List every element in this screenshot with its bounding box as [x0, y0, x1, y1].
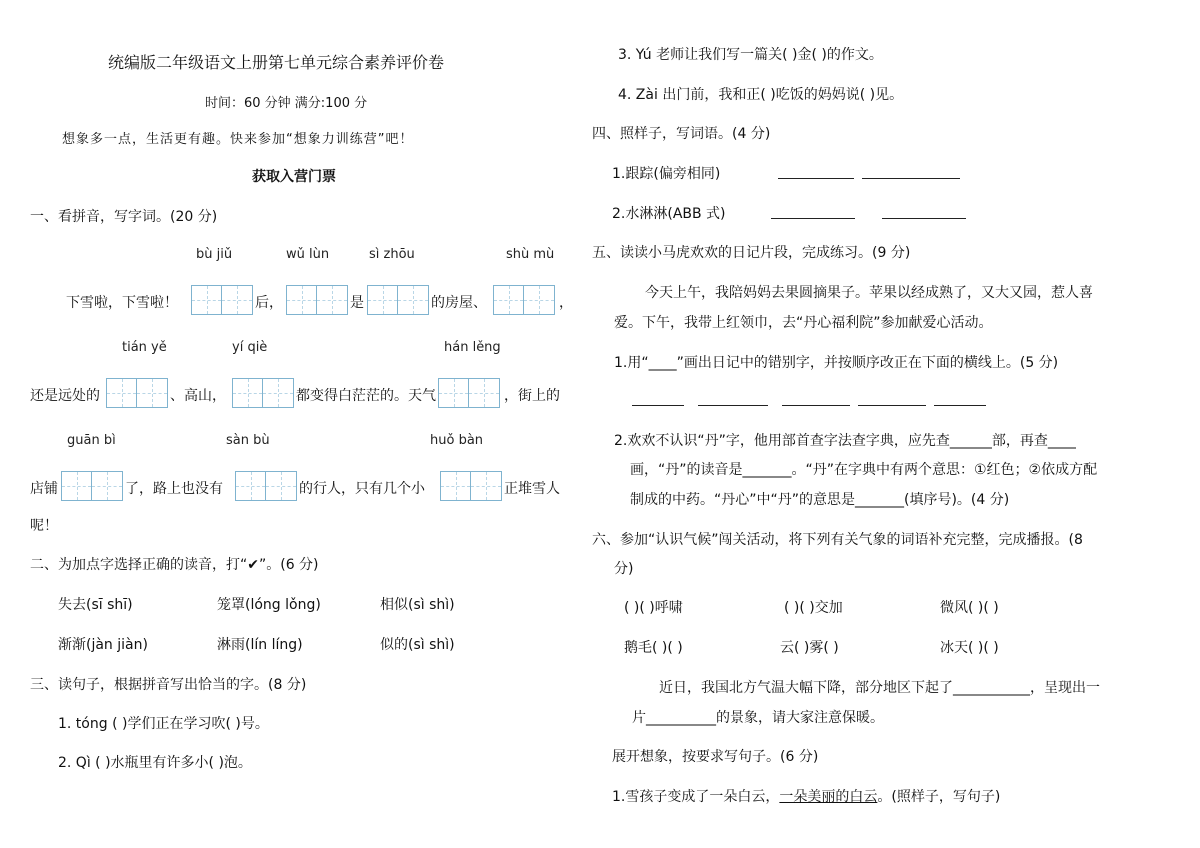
answer-line[interactable] [698, 405, 768, 406]
sentence-text: 是 [350, 295, 364, 311]
weather-idiom[interactable]: 云( )雾( ) [780, 640, 839, 656]
q5-heading: 五、读读小马虎欢欢的日记片段，完成练习。(9 分) [592, 245, 911, 261]
writing-grid[interactable] [191, 285, 253, 315]
pinyin: guān bì [67, 433, 116, 448]
weather-idiom[interactable]: ( )( )交加 [784, 600, 843, 616]
answer-line[interactable] [858, 405, 926, 406]
pinyin: tián yě [122, 340, 167, 355]
q6-heading: 分) [614, 561, 634, 577]
pinyin: bù jiǔ [196, 247, 233, 262]
q6-heading: 六、参加“认识气候”闯关活动，将下列有关气象的词语补充完整，完成播报。(8 [592, 532, 1083, 548]
q7-item-post: 。(照样子，写句子) [877, 789, 1001, 805]
sentence-text: 还是远处的 [30, 388, 100, 404]
q5-sub2[interactable]: 制成的中药。“丹心”中“丹”的意思是_______(填序号)。(4 分) [630, 492, 1010, 508]
sentence-text: 店铺 [30, 481, 58, 497]
answer-line[interactable] [882, 218, 966, 219]
slogan: 想象多一点，生活更有趣。快来参加“想象力训练营”吧！ [62, 132, 414, 147]
answer-line[interactable] [782, 405, 850, 406]
q3-heading: 三、读句子，根据拼音写出恰当的字。(8 分) [30, 677, 307, 693]
sentence-text: ，街上的 [504, 388, 560, 404]
word-item: 1.跟踪(偏旁相同) [612, 166, 721, 182]
exam-meta: 时间：60 分钟 满分:100 分 [205, 96, 368, 111]
fill-sentence[interactable]: 4. Zài 出门前，我和正( )吃饭的妈妈说( )见。 [618, 87, 904, 103]
writing-grid[interactable] [61, 471, 123, 501]
fill-sentence[interactable]: 2. Qì ( )水瓶里有许多小( )泡。 [58, 755, 252, 771]
sentence-text: 后， [255, 295, 283, 311]
pronunciation-item[interactable]: 淋雨(lín líng) [217, 637, 303, 653]
pronunciation-item[interactable]: 笼罩(lóng lǒng) [217, 597, 321, 613]
answer-line[interactable] [771, 218, 855, 219]
writing-grid[interactable] [232, 378, 294, 408]
pinyin: shù mù [506, 247, 555, 262]
q5-sub2[interactable]: 画，“丹”的读音是_______。“丹”在字典中有两个意思：①红色；②依成方配 [630, 462, 1098, 478]
sentence-text: ， [559, 295, 573, 311]
broadcast-text[interactable]: 片__________的景象，请大家注意保暖。 [632, 710, 884, 726]
sentence-text: 都变得白茫茫的。天气 [296, 388, 436, 404]
q7-item-pre: 1.雪孩子变成了一朵白云， [612, 789, 780, 805]
pinyin: hán lěng [444, 340, 501, 355]
weather-idiom[interactable]: 微风( )( ) [940, 600, 999, 616]
q7-item-example: 一朵美丽的白云 [779, 789, 878, 805]
q7-item [612, 786, 1000, 806]
q7-heading: 展开想象，按要求写句子。(6 分) [612, 749, 819, 765]
pronunciation-item[interactable]: 渐渐(jàn jiàn) [58, 637, 148, 653]
writing-grid[interactable] [438, 378, 500, 408]
sentence-text: 的行人，只有几个小 [299, 481, 425, 497]
section-title: 获取入营门票 [252, 169, 336, 185]
writing-grid[interactable] [493, 285, 555, 315]
q2-heading: 二、为加点字选择正确的读音，打“✔”。(6 分) [30, 557, 319, 573]
answer-line[interactable] [632, 405, 684, 406]
answer-line[interactable] [934, 405, 986, 406]
weather-idiom[interactable]: 鹅毛( )( ) [624, 640, 683, 656]
q5-sub2[interactable]: 2.欢欢不认识“丹”字，他用部首查字法查字典，应先查______部，再查____ [614, 433, 1076, 449]
sentence-text: 下雪啦，下雪啦！ [66, 295, 178, 311]
writing-grid[interactable] [286, 285, 348, 315]
q4-heading: 四、照样子，写词语。(4 分) [592, 126, 771, 142]
answer-line[interactable] [778, 178, 854, 179]
sentence-text: 了，路上也没有 [125, 481, 223, 497]
pinyin: sì zhōu [369, 247, 415, 262]
sentence-text: 的房屋、 [431, 295, 487, 311]
answer-line[interactable] [862, 178, 960, 179]
fill-sentence[interactable]: 1. tóng ( )学们正在学习吹( )号。 [58, 716, 269, 732]
q1-heading: 一、看拼音，写字词。(20 分) [30, 209, 218, 225]
pinyin: huǒ bàn [430, 433, 484, 448]
weather-idiom[interactable]: 冰天( )( ) [940, 640, 999, 656]
pronunciation-item[interactable]: 相似(sì shì) [380, 597, 455, 613]
page-title: 统编版二年级语文上册第七单元综合素养评价卷 [108, 53, 445, 72]
pinyin: sàn bù [226, 433, 270, 448]
writing-grid[interactable] [367, 285, 429, 315]
word-item: 2.水淋淋(ABB 式) [612, 206, 726, 222]
broadcast-text[interactable]: 近日，我国北方气温大幅下降，部分地区下起了___________，呈现出一 [659, 680, 1100, 696]
pinyin: wǔ lùn [286, 247, 330, 262]
sentence-text: 正堆雪人 [504, 481, 560, 497]
pronunciation-item[interactable]: 似的(sì shì) [380, 637, 455, 653]
sentence-text: 呢！ [30, 518, 58, 534]
writing-grid[interactable] [106, 378, 168, 408]
pinyin: yí qiè [232, 340, 268, 355]
pronunciation-item[interactable]: 失去(sī shī) [58, 597, 133, 613]
diary-text: 今天上午，我陪妈妈去果圆摘果子。苹果以经成熟了，又大又园，惹人喜 [645, 285, 1093, 301]
fill-sentence[interactable]: 3. Yú 老师让我们写一篇关( )金( )的作文。 [618, 47, 883, 63]
writing-grid[interactable] [440, 471, 502, 501]
writing-grid[interactable] [235, 471, 297, 501]
diary-text: 爱。下午，我带上红领巾，去“丹心福利院”参加献爱心活动。 [614, 315, 993, 331]
weather-idiom[interactable]: ( )( )呼啸 [624, 600, 683, 616]
sentence-text: 、高山， [170, 388, 226, 404]
q5-sub1: 1.用“____”画出日记中的错别字，并按顺序改正在下面的横线上。(5 分) [614, 355, 1059, 371]
